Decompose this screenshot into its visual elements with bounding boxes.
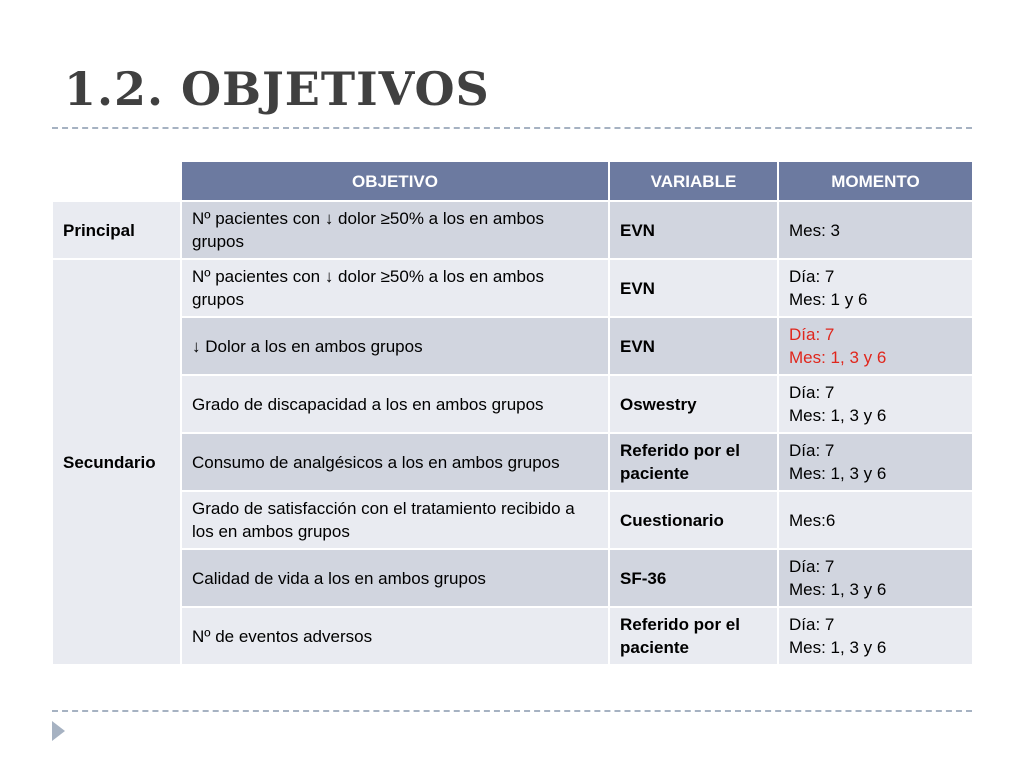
table-row: [52, 433, 973, 491]
momento-line: Mes: 1 y 6: [789, 290, 868, 309]
momento-line: Mes: 1, 3 y 6: [789, 638, 887, 657]
objetivo-cell: Consumo de analgésicos a los en ambos grupos: [181, 433, 609, 491]
variable-cell: EVN: [609, 259, 778, 317]
objetivo-cell: Grado de discapacidad a los en ambos grupos: [181, 375, 609, 433]
momento-line: Mes: 1, 3 y 6: [789, 406, 887, 425]
category-secundario: Secundario: [52, 259, 181, 665]
header-objetivo: OBJETIVO: [181, 161, 609, 201]
footer-divider: [52, 710, 972, 712]
objectives-table: [51, 160, 974, 666]
objetivo-cell: Calidad de vida a los en ambos grupos: [181, 549, 609, 607]
variable-cell: Oswestry: [609, 375, 778, 433]
momento-line: Mes: 1, 3 y 6: [789, 464, 887, 483]
table-header-row: [52, 161, 973, 201]
variable-cell: Referido por el paciente: [609, 433, 778, 491]
objetivo-cell: Nº de eventos adversos: [181, 607, 609, 665]
triangle-bullet-icon: [52, 721, 65, 741]
momento-cell: [778, 201, 973, 259]
title-divider: [52, 127, 972, 129]
objetivo-cell: Grado de satisfacción con el tratamiento recibido a los en ambos grupos: [181, 491, 609, 549]
table-row: [52, 317, 973, 375]
header-momento: MOMENTO: [778, 161, 973, 201]
momento-line: Día: 7: [789, 383, 835, 402]
header-corner: [52, 161, 181, 201]
variable-cell: EVN: [609, 317, 778, 375]
table-row-principal: [52, 201, 973, 259]
momento-line: Mes:6: [789, 510, 836, 530]
variable-cell: Referido por el paciente: [609, 607, 778, 665]
table-row: [52, 375, 973, 433]
table-row: [52, 491, 973, 549]
header-variable: VARIABLE: [609, 161, 778, 201]
momento-line: Mes: 1, 3 y 6: [789, 348, 887, 367]
momento-line: Mes: 1, 3 y 6: [789, 580, 887, 599]
momento-cell: [778, 491, 973, 549]
objetivo-cell: Nº pacientes con ↓ dolor ≥50% a los en ambos grupos: [181, 201, 609, 259]
variable-cell: Cuestionario: [609, 491, 778, 549]
table-row: [52, 607, 973, 665]
momento-cell: [778, 607, 973, 665]
objetivo-cell: ↓ Dolor a los en ambos grupos: [181, 317, 609, 375]
variable-cell: EVN: [609, 201, 778, 259]
momento-line: Día: 7: [789, 557, 835, 576]
momento-line: Mes: 3: [789, 220, 841, 240]
momento-cell: [778, 433, 973, 491]
momento-cell-highlighted: [778, 317, 973, 375]
momento-line: Día: 7: [789, 325, 835, 344]
table-row: [52, 259, 973, 317]
objetivo-cell: Nº pacientes con ↓ dolor ≥50% a los en ambos grupos: [181, 259, 609, 317]
momento-line: Día: 7: [789, 441, 835, 460]
momento-cell: [778, 375, 973, 433]
page-title: 1.2. OBJETIVOS: [64, 62, 490, 116]
momento-line: Día: 7: [789, 615, 835, 634]
category-principal: Principal: [52, 201, 181, 259]
variable-cell: SF-36: [609, 549, 778, 607]
momento-cell: [778, 549, 973, 607]
momento-line: Día: 7: [789, 267, 835, 286]
table-row: [52, 549, 973, 607]
momento-cell: [778, 259, 973, 317]
